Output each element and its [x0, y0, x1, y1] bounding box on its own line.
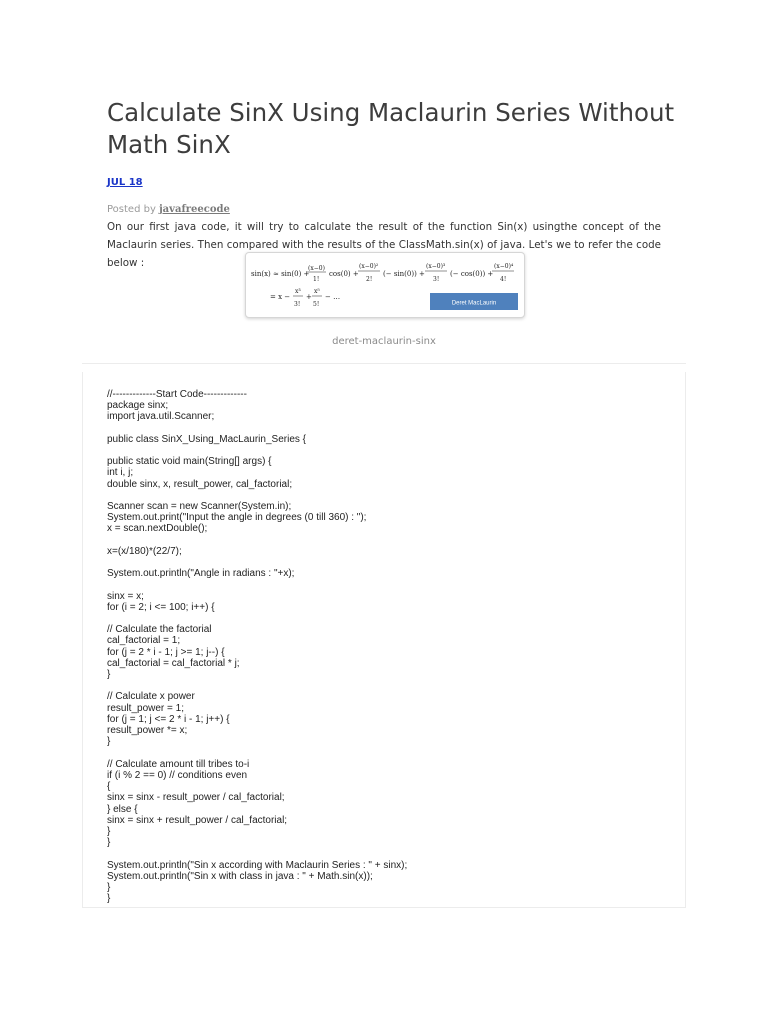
code-line: System.out.println("Sin x according with Maclaurin Series : " + sinx);: [107, 859, 408, 871]
code-line: result_power = 1;: [107, 702, 184, 714]
code-line: import java.util.Scanner;: [107, 411, 215, 423]
code-line: sinx = sinx - result_power / cal_factorial;: [107, 792, 285, 804]
code-line: result_power *= x;: [107, 725, 188, 737]
code-line: //-------------Start Code-------------: [107, 389, 247, 400]
svg-text:(x−0)³: (x−0)³: [426, 263, 446, 270]
svg-text:3!: 3!: [433, 276, 440, 283]
figure-caption: deret-maclaurin-sinx: [332, 336, 436, 347]
code-line: }: [107, 669, 111, 681]
svg-text:(x−0)²: (x−0)²: [359, 263, 379, 270]
svg-text:cos(0) +: cos(0) +: [329, 270, 359, 278]
article-title: Calculate SinX Using Maclaurin Series Without Math SinX: [107, 98, 675, 159]
code-line: }: [107, 825, 111, 837]
java-code-listing: [107, 389, 407, 904]
svg-text:(− sin(0)) +: (− sin(0)) +: [383, 270, 425, 278]
code-line: for (j = 1; j <= 2 * i - 1; j++) {: [107, 713, 230, 725]
code-line: cal_factorial = 1;: [107, 635, 181, 647]
svg-text:(x−0)⁴: (x−0)⁴: [494, 263, 514, 270]
svg-text:= x −: = x −: [270, 293, 291, 301]
svg-text:+: +: [306, 293, 312, 301]
code-line: {: [107, 781, 111, 793]
code-line: }: [107, 837, 111, 849]
code-line: double sinx, x, result_power, cal_factorial;: [107, 478, 293, 490]
code-line: cal_factorial = cal_factorial * j;: [107, 657, 240, 669]
code-line: System.out.print("Input the angle in degrees (0 till 360) : ");: [107, 512, 367, 524]
code-line: for (i = 2; i <= 100; i++) {: [107, 601, 215, 613]
deret-maclaurin-label: Deret MacLaurin: [451, 300, 497, 307]
maclaurin-formula-image[interactable]: [245, 252, 525, 318]
svg-text:4!: 4!: [500, 276, 507, 283]
code-line: int i, j;: [107, 467, 134, 479]
posted-by: [107, 204, 230, 215]
code-line: public static void main(String[] args) {: [107, 456, 272, 468]
code-line: x=(x/180)*(22/7);: [107, 545, 182, 557]
divider: [82, 363, 686, 364]
code-line: sinx = x;: [107, 590, 144, 602]
code-line: package sinx;: [107, 400, 169, 412]
code-line: x = scan.nextDouble();: [107, 523, 208, 535]
code-line: System.out.println("Sin x with class in java : " + Math.sin(x));: [107, 870, 373, 882]
code-line: sinx = sinx + result_power / cal_factorial;: [107, 814, 288, 826]
svg-text:5!: 5!: [313, 301, 320, 308]
svg-text:− …: − …: [325, 293, 341, 301]
code-line: } else {: [107, 803, 138, 815]
code-line: }: [107, 736, 111, 748]
code-line: if (i % 2 == 0) // conditions even: [107, 769, 248, 781]
code-line: }: [107, 893, 111, 905]
code-line: // Calculate the factorial: [107, 624, 212, 636]
posted-by-label: Posted by: [107, 204, 156, 215]
formula-graphic: [246, 253, 524, 317]
code-line: System.out.println("Angle in radians : "+x);: [107, 568, 295, 580]
code-line: }: [107, 881, 111, 893]
code-line: Scanner scan = new Scanner(System.in);: [107, 501, 292, 513]
code-line: public class SinX_Using_MacLaurin_Series {: [107, 433, 306, 445]
svg-text:x³: x³: [295, 288, 301, 295]
svg-text:(x−0): (x−0): [308, 265, 325, 272]
svg-text:1!: 1!: [313, 276, 320, 283]
author-link[interactable]: javafreecode: [159, 204, 230, 215]
svg-text:(− cos(0)) +: (− cos(0)) +: [450, 270, 494, 278]
code-line: // Calculate amount till tribes to-i: [107, 758, 250, 770]
svg-text:3!: 3!: [294, 301, 301, 308]
intro-paragraph: On our first java code, it will try to calculate the result of the function Sin(x) usingthe concept of the Maclaurin series. Then compared with the results of the ClassMath.sin(x) of java. Let's we to refer the code below :: [107, 221, 661, 269]
svg-text:2!: 2!: [366, 276, 373, 283]
code-line: for (j = 2 * i - 1; j >= 1; j--) {: [107, 646, 225, 658]
svg-text:sin(x) ≈ sin(0) +: sin(x) ≈ sin(0) +: [251, 270, 310, 278]
code-line: // Calculate x power: [107, 691, 195, 703]
post-date-link[interactable]: JUL 18: [107, 177, 143, 188]
svg-text:x⁵: x⁵: [314, 288, 320, 295]
